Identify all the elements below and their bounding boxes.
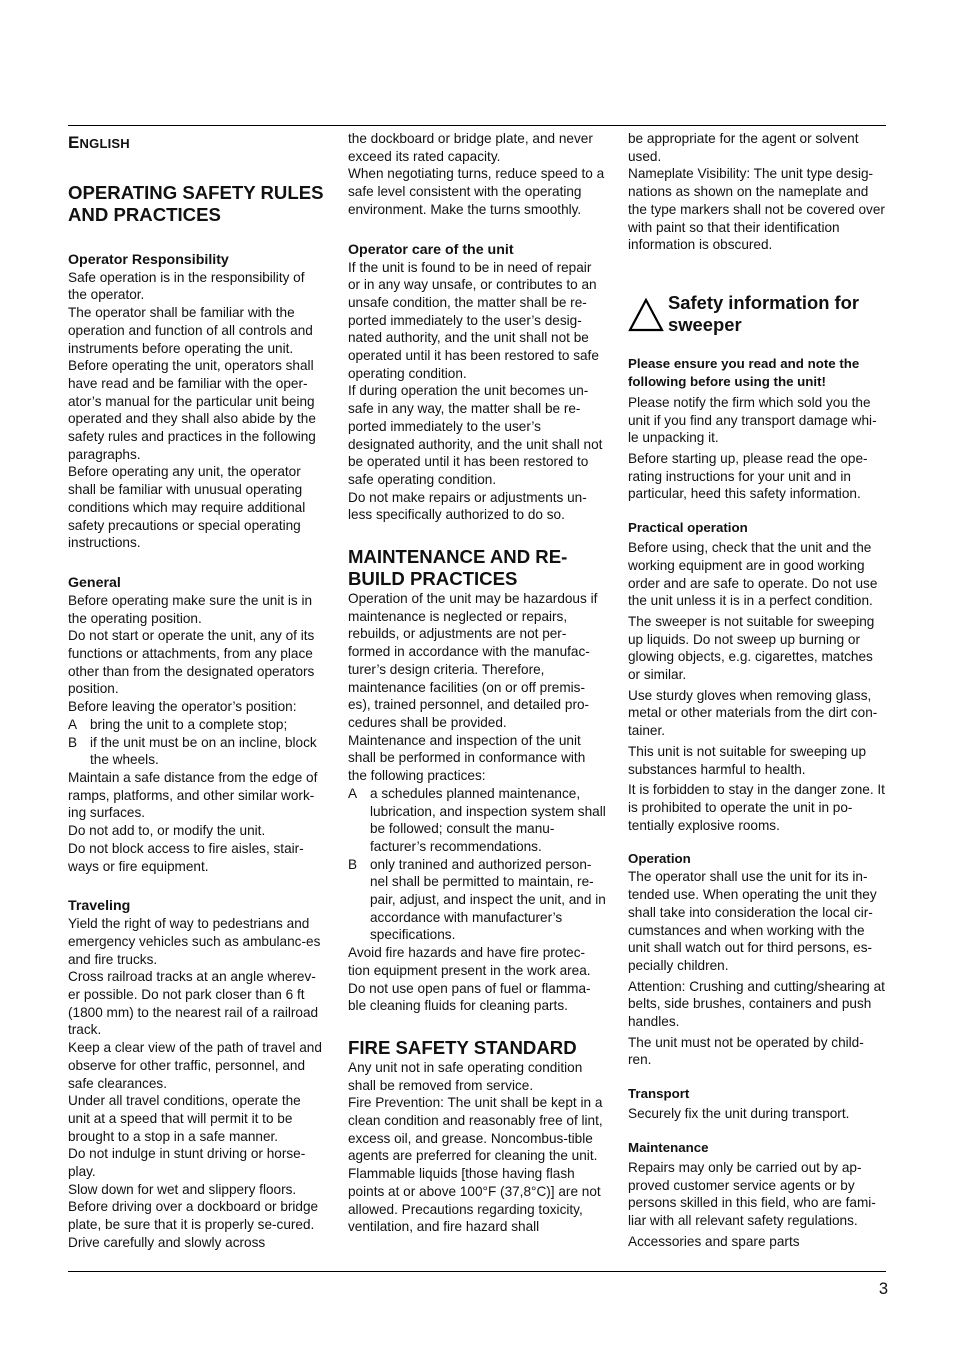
paragraph: Cross railroad tracks at an angle wherev-er possible. Do not park closer than 6 ft (1800 mm) to the nearest rail of a railroad track.: [68, 969, 319, 1038]
paragraph: The operator shall be familiar with the operation and function of all controls and instruments before operating the unit.: [68, 305, 313, 356]
bottom-rule: [68, 1271, 886, 1272]
heading-operator-care: Operator care of the unit: [348, 241, 514, 258]
list-text: only tranined and authorized person-nel shall be permitted to maintain, re-pair, adjust, and inspect the unit, and in accordance with manufacturer’s specifications.: [370, 856, 606, 943]
paragraph: Before leaving the operator’s position:: [68, 699, 297, 715]
heading-transport: Transport: [628, 1086, 690, 1102]
list-marker: B: [348, 856, 358, 872]
heading-traveling: Traveling: [68, 898, 131, 915]
column-2: [348, 130, 606, 1236]
paragraph: Nameplate Visibility: The unit type desig-nations as shown on the nameplate and the type markers shall not be covered over with paint so that their identification information is obscured.: [628, 166, 885, 253]
paragraph: Maintain a safe distance from the edge of ramps, platforms, and other similar work-ing surfaces.: [68, 769, 318, 821]
paragraph: Yield the right of way to pedestrians and emergency vehicles such as ambulanc-es and fire trucks.: [68, 916, 321, 967]
list-marker: B: [68, 734, 78, 750]
heading-operation: Operation: [628, 851, 691, 867]
paragraph: Safe operation is in the responsibility of the operator.: [68, 269, 305, 303]
paragraph: Before starting up, please read the ope-rating instructions for your unit and in particular, heed this safety information.: [628, 451, 868, 502]
section-title-operating-safety: OPERATING SAFETY RULES AND PRACTICES: [68, 181, 324, 225]
list-item: [348, 785, 606, 856]
section-title-fire-safety: FIRE SAFETY STANDARD: [348, 1036, 577, 1058]
page-number: 3: [878, 1280, 888, 1298]
safety-section-title: Safety information for sweeper: [668, 291, 860, 336]
paragraph: Keep a clear view of the path of travel and observe for other traffic, personnel, and safe clearances.: [68, 1040, 322, 1091]
top-rule: [68, 125, 886, 126]
list-item: [68, 734, 326, 769]
list-item: [68, 716, 326, 734]
paragraph: Before driving over a dockboard or bridge plate, be sure that it is properly se-cured. Drive carefully and slowly across: [68, 1199, 319, 1250]
paragraph: Before operating any unit, the operator shall be familiar with unusual operating conditions which may require additional safety precautions or special operating instructions.: [68, 464, 306, 551]
paragraph: Operation of the unit may be hazardous if maintenance is neglected or repairs, rebuilds, or adjustments are not per-formed in accordance with the manufac-turer’s design criteria. Therefore, maintenance facilities (on or off premis-es), trained personnel, and detailed pro-cedures shall be provided.: [348, 591, 598, 730]
paragraph: If during operation the unit becomes un-safe in any way, the matter shall be re-ported immediately to the user’s designated authority, and the unit shall not be operated until it has been restored to safe operating condition.: [348, 383, 603, 487]
paragraph: Before using, check that the unit and the working equipment are in good working order and are safe to operate. Do not use the unit unless it is in a perfect condition.: [628, 540, 878, 609]
column-1: [68, 130, 326, 1252]
paragraph: the dockboard or bridge plate, and never exceed its rated capacity.: [348, 131, 593, 164]
language-heading-initial: E: [68, 133, 80, 152]
heading-operator-responsibility: Operator Responsibility: [68, 251, 229, 268]
heading-general: General: [68, 574, 121, 591]
paragraph: Before operating make sure the unit is in the operating position.: [68, 592, 313, 626]
section-title-maintenance: MAINTENANCE AND RE-BUILD PRACTICES: [348, 546, 568, 590]
paragraph: Repairs may only be carried out by ap-proved customer service agents or by persons skilled in this field, who are fami-liar with all relevant safety regulations.: [628, 1159, 876, 1228]
paragraph: Fire Prevention: The unit shall be kept in a clean condition and reasonably free of lint, excess oil, and grease. Noncombus-tible agents are preferred for cleaning the unit. Flammable liquids [those having flash points at or above 100°F (37,8°C)] are not allowed. Precautions regarding toxicity, ventilation, and fire hazard shall: [348, 1095, 603, 1235]
list-marker: A: [68, 716, 78, 732]
column-3: [628, 130, 886, 1250]
paragraph: be appropriate for the agent or solvent used.: [628, 131, 859, 164]
paragraph: Do not indulge in stunt driving or horse-play.: [68, 1146, 306, 1180]
list-text: bring the unit to a complete stop;: [90, 716, 288, 732]
paragraph: Any unit not in safe operating condition shall be removed from service.: [348, 1059, 583, 1093]
paragraph: Do not block access to fire aisles, stair-ways or fire equipment.: [68, 840, 304, 874]
paragraph: The operator shall use the unit for its in-tended use. When operating the unit they shall take into consideration the local cir-cumstances and when working with the unit shall watch out for third persons, es-pecially children.: [628, 869, 877, 973]
list-item: [348, 856, 606, 945]
warning-triangle-icon: [628, 298, 668, 337]
safety-section-header: [628, 292, 886, 337]
paragraph: The sweeper is not suitable for sweeping up liquids. Do not sweep up burning or glowing objects, e.g. cigarettes, matches or similar.: [628, 613, 875, 683]
paragraph: Please notify the firm which sold you the unit if you find any transport damage whi-le unpacking it.: [628, 394, 877, 446]
paragraph: Maintenance and inspection of the unit shall be performed in conformance with the following practices:: [348, 732, 586, 784]
list-text: a schedules planned maintenance, lubrication, and inspection system shall be followed; consult the manu-facturer’s recommendations.: [370, 785, 606, 854]
paragraph: It is forbidden to stay in the danger zone. It is prohibited to operate the unit in po-tentially explosive rooms.: [628, 782, 885, 833]
paragraph: Under all travel conditions, operate the unit at a speed that will permit it to be brought to a stop in a safe manner.: [68, 1093, 301, 1144]
paragraph: When negotiating turns, reduce speed to a safe level consistent with the operating environment. Make the turns smoothly.: [348, 166, 605, 217]
paragraph: Attention: Crushing and cutting/shearing at belts, side brushes, containers and push handles.: [628, 978, 885, 1030]
list-marker: A: [348, 785, 358, 801]
paragraph: Do not start or operate the unit, any of its functions or attachments, from any place other than from the designated operators position.: [68, 628, 315, 697]
heading-practical-operation: Practical operation: [628, 520, 748, 536]
paragraph: Do not make repairs or adjustments un-less specifically authorized to do so.: [348, 489, 587, 523]
paragraph: The unit must not be operated by child-ren.: [628, 1034, 864, 1068]
paragraph: Securely fix the unit during transport.: [628, 1106, 850, 1122]
heading-maintenance: Maintenance: [628, 1139, 709, 1155]
language-heading-rest: NGLISH: [79, 136, 130, 151]
paragraph: Slow down for wet and slippery floors.: [68, 1181, 297, 1197]
paragraph: Accessories and spare parts: [628, 1233, 800, 1249]
important-notice: Please ensure you read and note the following before using the unit!: [628, 355, 860, 389]
paragraph: Use sturdy gloves when removing glass, metal or other materials from the dirt con-tainer.: [628, 687, 878, 739]
paragraph: This unit is not suitable for sweeping up substances harmful to health.: [628, 743, 867, 777]
list-text: if the unit must be on an incline, block the wheels.: [90, 734, 317, 768]
language-heading: [68, 134, 326, 153]
paragraph: Do not add to, or modify the unit.: [68, 823, 266, 839]
paragraph: If the unit is found to be in need of repair or in any way unsafe, or contributes to an unsafe condition, the matter shall be re-ported immediately to the user’s desig-nated authority, and the unit shall not be operated until it has been restored to safe operating condition.: [348, 259, 599, 381]
paragraph: Before operating the unit, operators shall have read and be familiar with the oper-ator’s manual for the particular unit being operated and they shall also abide by the safety rules and practices in the following paragraphs.: [68, 358, 316, 462]
paragraph: Avoid fire hazards and have fire protec-tion equipment present in the work area. Do not use open pans of fuel or flamma-ble cleaning fluids for cleaning parts.: [348, 945, 591, 1014]
